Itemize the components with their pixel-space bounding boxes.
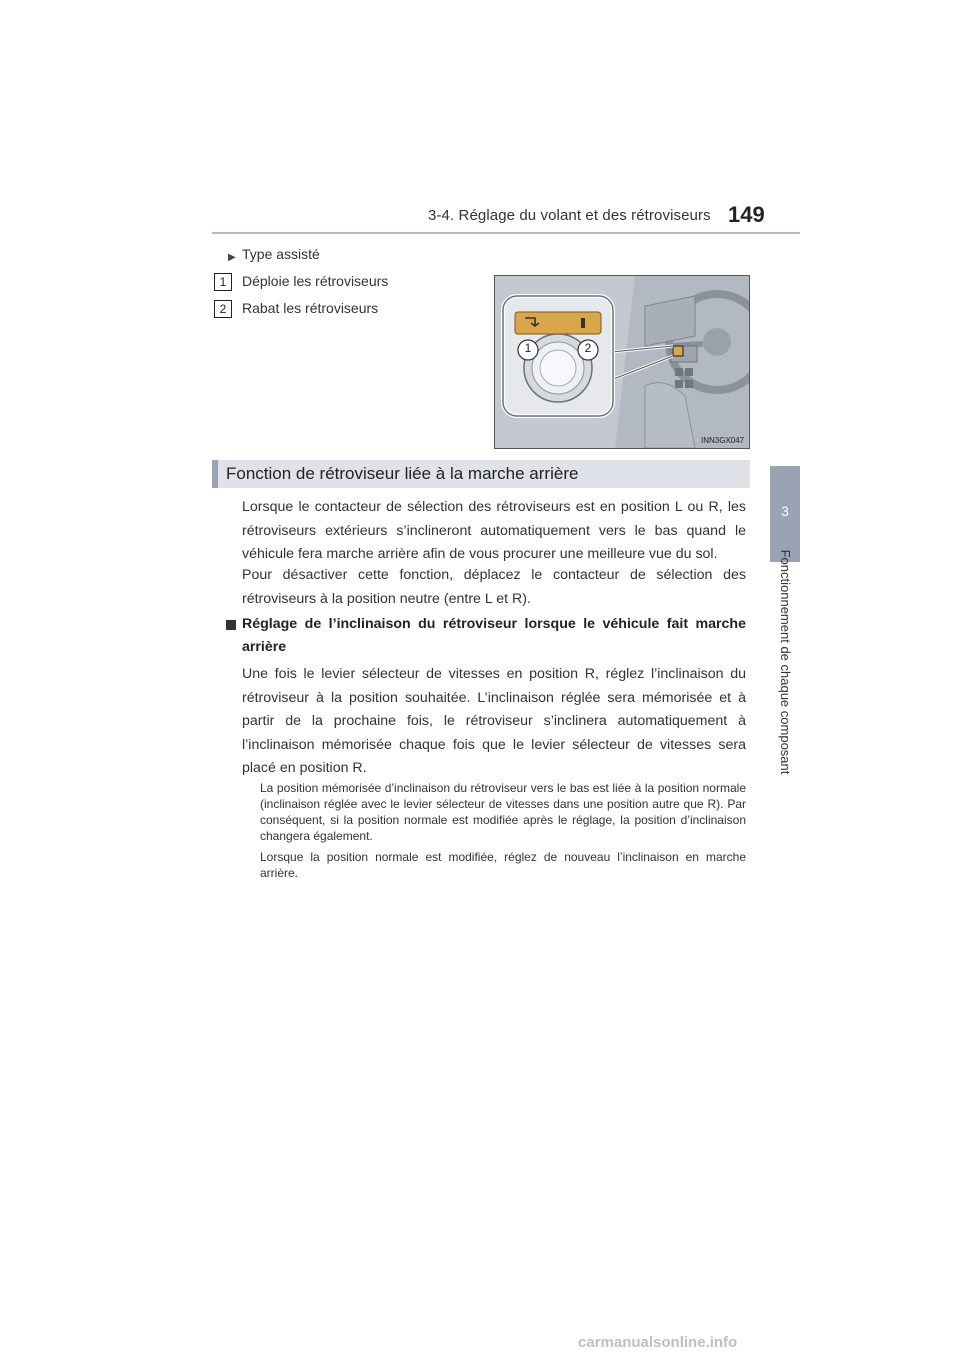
triangle-bullet-icon: ▶ xyxy=(228,252,236,263)
item-label-2: Rabat les rétroviseurs xyxy=(242,300,379,316)
item-number-2: 2 xyxy=(214,300,232,318)
note-1: La position mémorisée d’inclinaison du rétroviseur vers le bas est liée à la position normale (inclinaison réglée avec le levier sélecteur de vitesses dans une position autre que R). Par conséquent, si la position normale est modifiée après le réglage, la position d’inclinaison changera également. xyxy=(260,781,746,843)
watermark: carmanualsonline.info xyxy=(578,1334,738,1351)
header-divider xyxy=(212,232,800,234)
paragraph-1: Lorsque le contacteur de sélection des rétroviseurs est en position L ou R, les rétroviseurs extérieurs s’inclineront automatiquement vers le bas quand le véhicule fera marche arrière afin de vous procurer une meilleure vue du sol. xyxy=(242,499,746,562)
section-header-accent xyxy=(212,460,218,488)
item-number-1: 1 xyxy=(214,273,232,291)
illustration-code: INN3GX047 xyxy=(701,436,745,445)
chapter-title: Fonctionnement de chaque composant xyxy=(778,549,793,775)
callout-2: 2 xyxy=(584,341,592,355)
section-title: Fonction de rétroviseur liée à la marche arrière xyxy=(226,464,579,483)
paragraph-2: Pour désactiver cette fonction, déplacez le contacteur de sélection des rétroviseurs à la position neutre (entre L et R). xyxy=(242,567,746,607)
square-bullet-icon xyxy=(226,620,236,630)
bullet-body: Une fois le levier sélecteur de vitesses en position R, réglez l’inclinaison du rétroviseur à la position souhaitée. L’inclinaison réglée sera mémorisée et à partir de la prochaine fois, le rétroviseur s’inclinera automatiquement à l’inclinaison mémorisée chaque fois que le levier sélecteur de vitesses sera placé en position R. xyxy=(242,666,746,776)
type-label: Type assisté xyxy=(242,246,320,262)
note-2: Lorsque la position normale est modifiée, réglez de nouveau l’inclinaison en marche arrière. xyxy=(260,850,746,880)
chapter-number: 3 xyxy=(781,503,789,519)
bullet-title: Réglage de l’inclinaison du rétroviseur lorsque le véhicule fait marche arrière xyxy=(242,616,746,655)
page-number: 149 xyxy=(728,202,765,227)
item-label-1: Déploie les rétroviseurs xyxy=(242,273,389,289)
callout-1: 1 xyxy=(524,341,532,355)
running-header-title: 3-4. Réglage du volant et des rétroviseurs xyxy=(428,207,711,224)
mirror-switch-drawing xyxy=(495,276,749,448)
mirror-switch-illustration xyxy=(494,275,750,449)
